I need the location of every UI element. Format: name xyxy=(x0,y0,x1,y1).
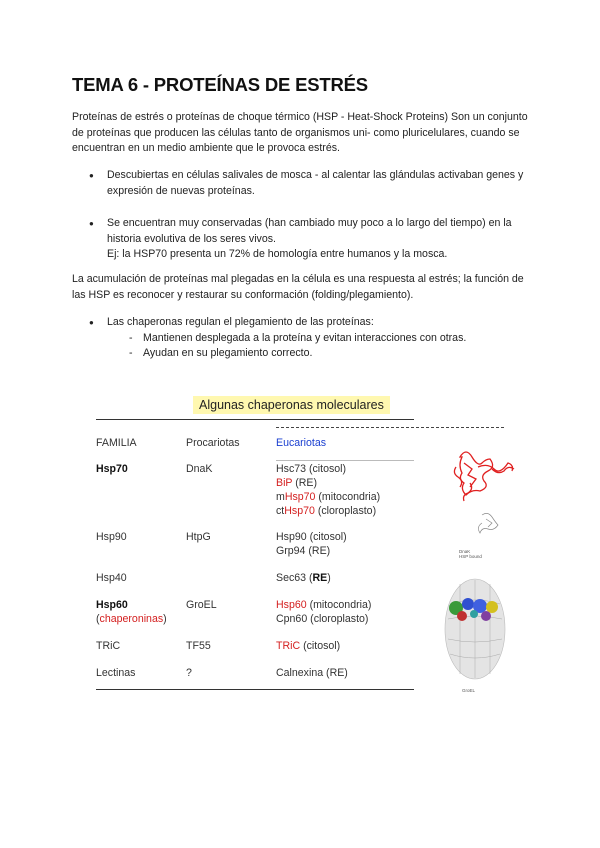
row-hsp60-prok: GroEL xyxy=(186,599,217,611)
page-title: TEMA 6 - PROTEÍNAS DE ESTRÉS xyxy=(72,74,368,95)
row-hsp70-family: Hsp70 xyxy=(96,463,128,475)
header-familia: FAMILIA xyxy=(96,437,137,449)
row-lectinas-prok: ? xyxy=(186,667,192,679)
bullet-text: Las chaperonas regulan el plegamiento de las proteínas: xyxy=(107,316,374,328)
caption-line: HSP bound xyxy=(459,554,482,559)
row-hsp60-family xyxy=(96,598,167,626)
table-top-rule xyxy=(96,419,414,420)
row-hsp90-prok: HtpG xyxy=(186,531,211,543)
intro-paragraph: Proteínas de estrés o proteínas de choque térmico (HSP - Heat-Shock Proteins) Son un conjunto de proteínas que producen las células tanto de organismos uni- como pluricelulares, cuando se encuentran en un medio ambiente que le provoca estrés. xyxy=(72,111,528,155)
euk-location: (RE) xyxy=(292,477,318,489)
row-hsp60-euk xyxy=(276,598,371,626)
euk-text: Sec63 ( xyxy=(276,572,313,584)
groel-structure-image xyxy=(440,574,510,684)
red-term: Hsp60 xyxy=(276,599,307,611)
euk-text: ) xyxy=(327,572,331,584)
euk-location: (mitocondria) xyxy=(315,491,381,503)
header-rule xyxy=(276,460,414,461)
groel-caption: GroEL xyxy=(462,688,476,693)
euk-line: Hsp90 (citosol) xyxy=(276,531,347,543)
row-hsp40-family: Hsp40 xyxy=(96,572,127,584)
row-tric-euk xyxy=(276,639,340,653)
bullet-item-conserved xyxy=(89,216,529,263)
dnak-structure-image xyxy=(440,437,520,549)
sub-item: - Ayudan en su plegamiento correcto. xyxy=(129,346,529,362)
sub-item: - Mantienen desplegada a la proteína y evitan interacciones con otras. xyxy=(129,331,529,347)
euk-location: (mitocondria) xyxy=(306,599,372,611)
table-dashed-rule xyxy=(276,427,504,428)
euk-line xyxy=(276,476,380,490)
bullet-list-discovery xyxy=(89,168,529,263)
row-hsp90-euk xyxy=(276,530,347,558)
header-procariotas: Procariotas xyxy=(186,437,240,449)
row-tric-prok: TF55 xyxy=(186,640,211,652)
euk-bold: RE xyxy=(312,572,328,584)
red-term: TRiC xyxy=(276,640,301,652)
bullet-list-chaperones xyxy=(89,315,529,362)
sub-list xyxy=(129,331,529,362)
paren: ( xyxy=(96,613,100,625)
euk-location: (cloroplasto) xyxy=(314,505,377,517)
bullet-example: Ej: la HSP70 presenta un 72% de homología entre humanos y la mosca. xyxy=(107,248,448,261)
red-term: Hsp70 xyxy=(284,505,315,517)
family-name: Hsp60 xyxy=(96,599,128,611)
euk-line xyxy=(276,598,371,612)
row-lectinas-family: Lectinas xyxy=(96,667,136,679)
euk-line: Hsc73 (citosol) xyxy=(276,463,347,475)
table-title: Algunas chaperonas moleculares xyxy=(193,396,390,414)
bullet-item: ● Descubiertas en células salivales de mosca - al calentar las glándulas activaban genes y expresión de nuevas proteínas. xyxy=(89,168,529,199)
euk-location: (citosol) xyxy=(300,640,341,652)
euk-line: Grp94 (RE) xyxy=(276,545,331,557)
folding-paragraph: La acumulación de proteínas mal plegadas en la célula es una respuesta al estrés; la función de las HSP es reconocer y restaurar su conformación (folding/plegamiento). xyxy=(72,273,524,301)
paren: ) xyxy=(163,613,167,625)
table-bottom-rule xyxy=(96,689,414,690)
row-hsp90-family: Hsp90 xyxy=(96,531,127,543)
red-term: BiP xyxy=(276,477,293,489)
row-tric-family: TRiC xyxy=(96,640,121,652)
euk-line xyxy=(276,504,380,518)
red-term: Hsp70 xyxy=(284,491,316,503)
bullet-item xyxy=(89,315,529,362)
row-hsp40-euk xyxy=(276,571,331,585)
euk-prefix: m xyxy=(276,491,285,503)
euk-prefix: ct xyxy=(276,505,285,517)
row-hsp70-euk xyxy=(276,462,380,518)
row-hsp70-prok: DnaK xyxy=(186,463,213,475)
euk-line xyxy=(276,490,380,504)
caption-line: DnaK xyxy=(459,549,471,554)
euk-line: Cpn60 (cloroplasto) xyxy=(276,613,369,625)
family-note xyxy=(96,612,167,626)
bullet-text: Se encuentran muy conservadas (han cambiado muy poco a lo largo del tiempo) en la historia evolutiva de los seres vivos. xyxy=(107,217,512,245)
header-eucariotas: Eucariotas xyxy=(276,437,327,449)
red-term: chaperoninas xyxy=(99,613,164,625)
row-lectinas-euk: Calnexina (RE) xyxy=(276,667,348,679)
dnak-caption xyxy=(459,549,482,559)
